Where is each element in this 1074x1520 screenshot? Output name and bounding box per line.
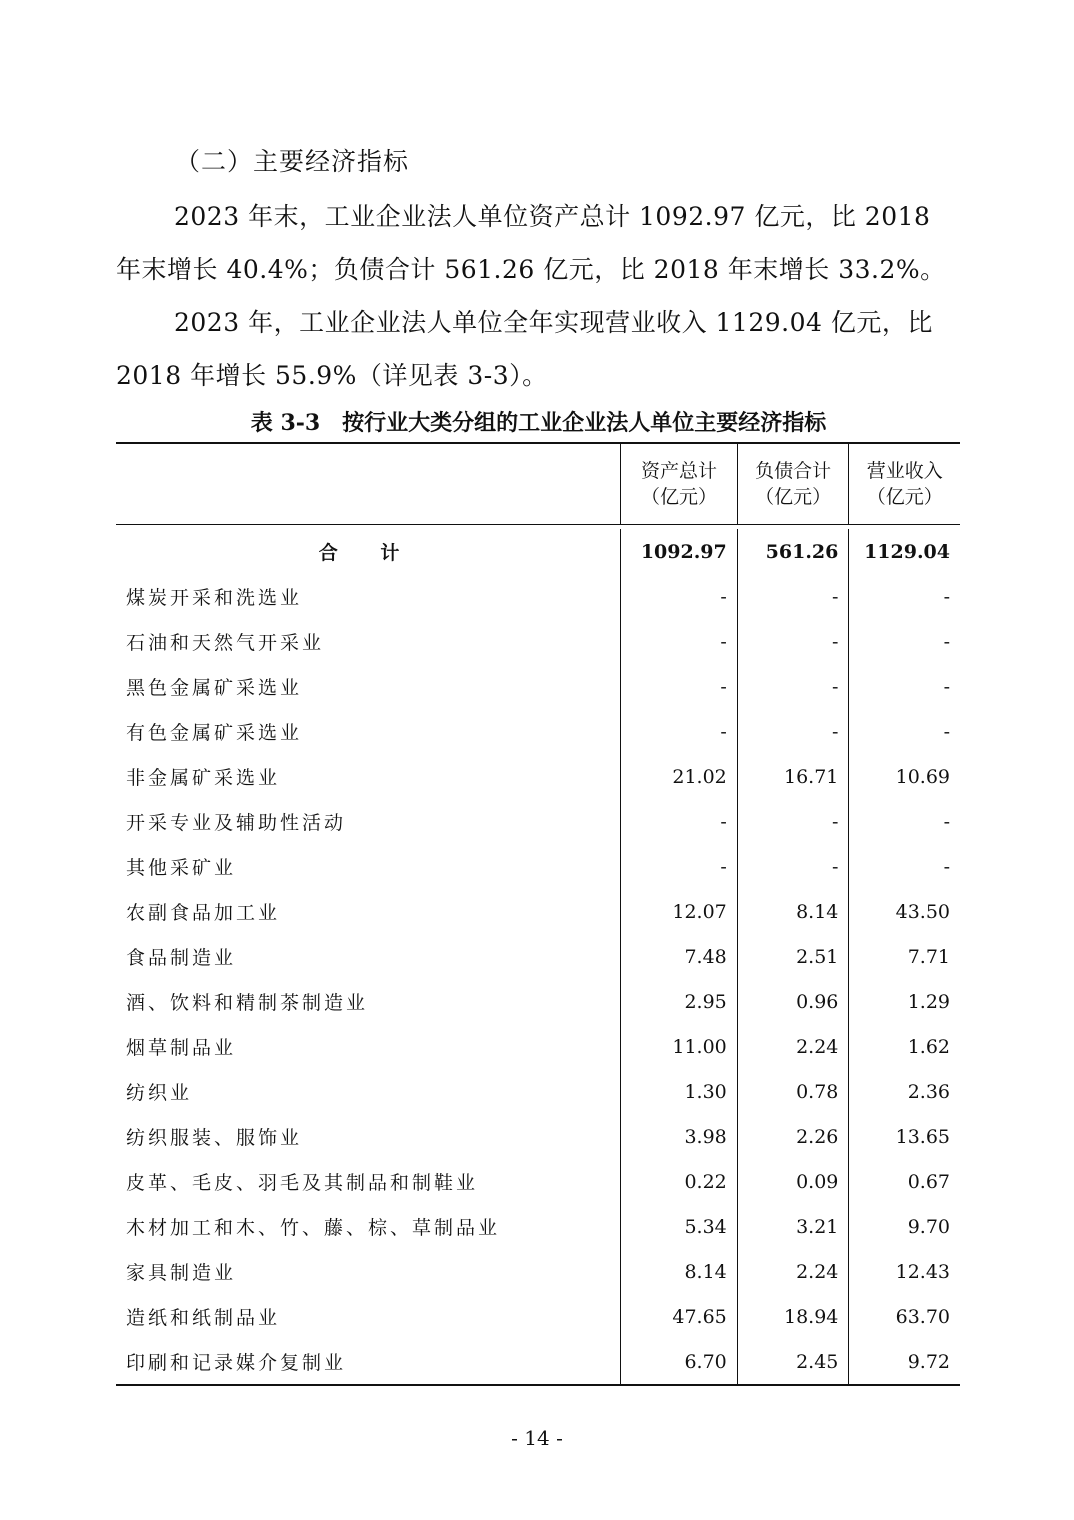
row-assets: - <box>620 574 737 619</box>
table-row <box>116 844 960 889</box>
row-liabilities: - <box>737 619 849 664</box>
row-assets: 21.02 <box>620 754 737 799</box>
row-assets: 5.34 <box>620 1204 737 1249</box>
section-heading: （二）主要经济指标 <box>175 147 410 176</box>
table-title: 表 3-3 按行业大类分组的工业企业法人单位主要经济指标 <box>250 410 827 436</box>
row-label: 烟草制品业 <box>126 1037 237 1059</box>
table-row <box>116 799 960 844</box>
header-assets-name: 资产总计 <box>640 460 717 482</box>
table-row <box>116 664 960 709</box>
total-label: 合 计 <box>318 542 418 564</box>
paragraph-assets: 2023 年末，工业企业法人单位资产总计 1092.97 亿元，比 2018 年末增长 40.4%；负债合计 561.26 亿元，比 2018 年末增长 33.2%。 <box>116 202 946 284</box>
row-liabilities: 2.26 <box>737 1114 849 1159</box>
total-liabilities: 561.26 <box>737 529 849 574</box>
row-liabilities: - <box>737 799 849 844</box>
table-row <box>116 1339 960 1384</box>
table-row <box>116 619 960 664</box>
row-revenue: - <box>848 709 960 754</box>
row-revenue: 9.70 <box>848 1204 960 1249</box>
row-assets: - <box>620 844 737 889</box>
row-label: 黑色金属矿采选业 <box>126 677 303 699</box>
row-assets: 8.14 <box>620 1249 737 1294</box>
row-label: 纺织业 <box>126 1082 193 1104</box>
row-revenue: - <box>848 844 960 889</box>
row-assets: 3.98 <box>620 1114 737 1159</box>
table-row <box>116 709 960 754</box>
row-assets: - <box>620 799 737 844</box>
row-label: 家具制造业 <box>126 1262 237 1284</box>
row-label: 纺织服装、服饰业 <box>126 1127 303 1149</box>
row-label: 开采专业及辅助性活动 <box>126 812 347 834</box>
row-revenue: 7.71 <box>848 934 960 979</box>
row-revenue: 12.43 <box>848 1249 960 1294</box>
row-liabilities: - <box>737 844 849 889</box>
table-header-row <box>116 444 960 525</box>
row-revenue: 1.62 <box>848 1024 960 1069</box>
table-row <box>116 1114 960 1159</box>
row-liabilities: 8.14 <box>737 889 849 934</box>
header-revenue-unit: （亿元） <box>866 486 943 508</box>
row-label: 非金属矿采选业 <box>126 767 281 789</box>
row-liabilities: - <box>737 574 849 619</box>
header-assets <box>620 444 737 524</box>
header-revenue <box>848 444 960 524</box>
row-label: 有色金属矿采选业 <box>126 722 303 744</box>
row-revenue: 9.72 <box>848 1339 960 1384</box>
row-liabilities: 3.21 <box>737 1204 849 1249</box>
row-assets: 12.07 <box>620 889 737 934</box>
row-assets: 0.22 <box>620 1159 737 1204</box>
header-assets-unit: （亿元） <box>640 486 717 508</box>
table-row <box>116 754 960 799</box>
row-revenue: - <box>848 574 960 619</box>
row-assets: 6.70 <box>620 1339 737 1384</box>
row-label: 印刷和记录媒介复制业 <box>126 1352 347 1374</box>
row-label: 农副食品加工业 <box>126 902 281 924</box>
table-row <box>116 1159 960 1204</box>
header-liabilities <box>737 444 849 524</box>
row-label: 煤炭开采和洗选业 <box>126 587 303 609</box>
row-revenue: - <box>848 619 960 664</box>
table-row <box>116 1294 960 1339</box>
economic-indicators-table <box>116 442 960 1386</box>
table-rows <box>116 574 960 1384</box>
header-liabilities-unit: （亿元） <box>755 486 832 508</box>
table-row <box>116 1069 960 1114</box>
row-revenue: - <box>848 664 960 709</box>
row-label: 石油和天然气开采业 <box>126 632 325 654</box>
row-assets: - <box>620 664 737 709</box>
table-row <box>116 1024 960 1069</box>
row-revenue: 10.69 <box>848 754 960 799</box>
row-label: 食品制造业 <box>126 947 237 969</box>
row-liabilities: 16.71 <box>737 754 849 799</box>
total-assets: 1092.97 <box>620 529 737 574</box>
row-revenue: - <box>848 799 960 844</box>
paragraph-revenue: 2023 年，工业企业法人单位全年实现营业收入 1129.04 亿元，比 2018 年增长 55.9%（详见表 3-3）。 <box>116 308 933 390</box>
row-liabilities: 2.51 <box>737 934 849 979</box>
row-liabilities: 2.45 <box>737 1339 849 1384</box>
row-liabilities: 0.96 <box>737 979 849 1024</box>
row-label: 木材加工和木、竹、藤、棕、草制品业 <box>126 1217 501 1239</box>
row-liabilities: 0.78 <box>737 1069 849 1114</box>
row-revenue: 0.67 <box>848 1159 960 1204</box>
row-liabilities: 2.24 <box>737 1024 849 1069</box>
table-row <box>116 934 960 979</box>
header-revenue-name: 营业收入 <box>866 460 943 482</box>
table-row <box>116 1249 960 1294</box>
table-row <box>116 979 960 1024</box>
row-assets: - <box>620 619 737 664</box>
row-revenue: 43.50 <box>848 889 960 934</box>
row-liabilities: 2.24 <box>737 1249 849 1294</box>
row-liabilities: - <box>737 709 849 754</box>
row-liabilities: - <box>737 664 849 709</box>
table-row <box>116 889 960 934</box>
table-row <box>116 1204 960 1249</box>
row-label: 其他采矿业 <box>126 857 237 879</box>
header-liabilities-name: 负债合计 <box>755 460 832 482</box>
row-revenue: 2.36 <box>848 1069 960 1114</box>
row-assets: 2.95 <box>620 979 737 1024</box>
row-liabilities: 0.09 <box>737 1159 849 1204</box>
header-blank <box>116 444 620 524</box>
row-assets: 11.00 <box>620 1024 737 1069</box>
row-label: 酒、饮料和精制茶制造业 <box>126 992 369 1014</box>
row-revenue: 63.70 <box>848 1294 960 1339</box>
total-revenue: 1129.04 <box>848 529 960 574</box>
row-assets: 7.48 <box>620 934 737 979</box>
row-liabilities: 18.94 <box>737 1294 849 1339</box>
row-label: 皮革、毛皮、羽毛及其制品和制鞋业 <box>126 1172 479 1194</box>
row-assets: 47.65 <box>620 1294 737 1339</box>
row-assets: 1.30 <box>620 1069 737 1114</box>
table-row <box>116 574 960 619</box>
table-body <box>116 525 960 1384</box>
row-label: 造纸和纸制品业 <box>126 1307 281 1329</box>
page-number: - 14 - <box>511 1426 563 1450</box>
row-assets: - <box>620 709 737 754</box>
row-revenue: 1.29 <box>848 979 960 1024</box>
row-revenue: 13.65 <box>848 1114 960 1159</box>
table-row-total <box>116 525 960 574</box>
